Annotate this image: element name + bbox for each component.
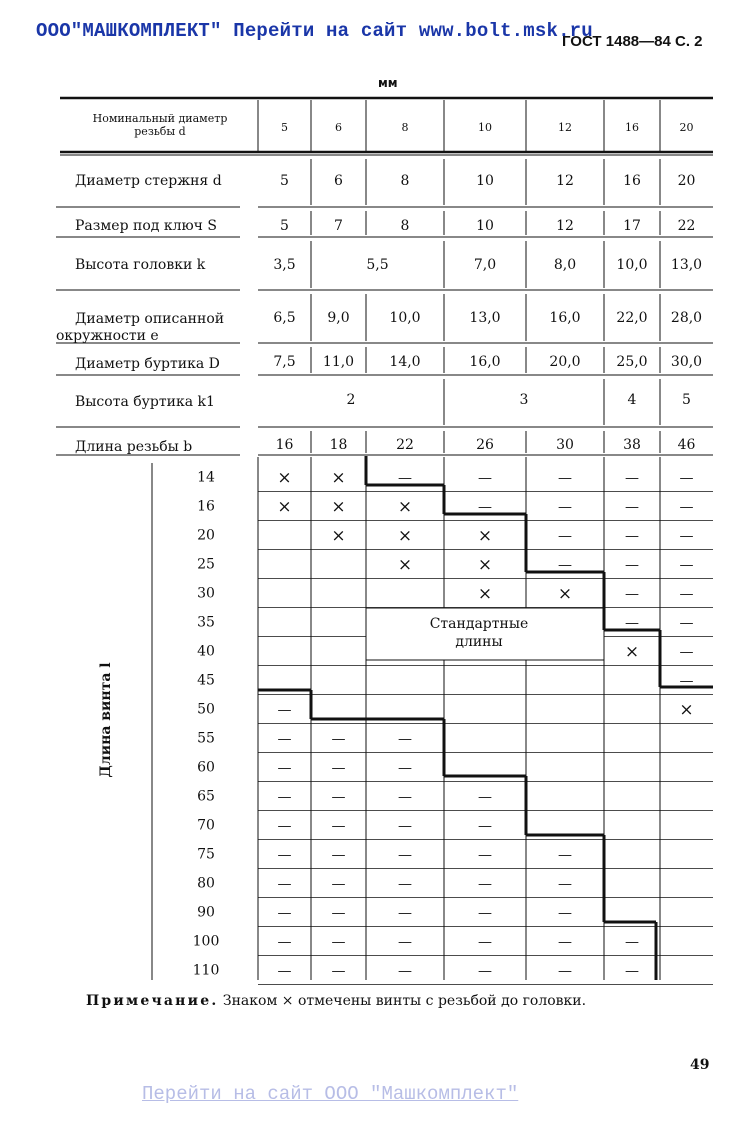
mark-cell: —	[478, 876, 492, 893]
length-row-label: 35	[197, 614, 215, 631]
mark-cell: —	[331, 731, 346, 748]
mark-cell: —	[625, 557, 639, 574]
mark-cell: —	[331, 963, 346, 980]
param-label: Диаметр буртика D	[75, 356, 220, 372]
mark-cell: ×	[477, 584, 493, 604]
mark-cell: —	[478, 818, 492, 835]
mark-cell: —	[625, 586, 639, 603]
mark-cell: —	[679, 615, 694, 632]
diameter-header-cell: 8	[401, 121, 409, 134]
length-row-label: 16	[197, 498, 215, 515]
param-value-cell: 7,0	[473, 257, 497, 273]
mark-cell: —	[478, 470, 492, 487]
param-value-cell: 30,0	[670, 354, 703, 370]
param-value-cell: 16,0	[549, 310, 581, 326]
param-value-cell: 14,0	[389, 354, 421, 370]
mark-cell: —	[625, 499, 639, 516]
mark-cell: ×	[397, 526, 413, 546]
param-value-cell: 7	[334, 218, 343, 234]
param-value-cell: 2	[346, 392, 356, 408]
mark-cell: —	[478, 789, 492, 806]
param-value-cell: 25,0	[616, 354, 648, 370]
table-note	[86, 993, 586, 1009]
unit-label: мм	[378, 76, 398, 90]
footer-site-link[interactable]: Перейти на сайт ООО "Машкомплект"	[142, 1083, 519, 1105]
mark-cell: —	[277, 731, 292, 748]
standard-lengths-label: длины	[455, 634, 503, 650]
mark-cell: —	[478, 499, 492, 516]
diameter-header-cell: 20	[679, 121, 694, 134]
mark-cell: —	[679, 644, 694, 661]
param-value-cell: 12	[556, 173, 574, 189]
diameter-header-cell: 16	[625, 121, 639, 134]
param-value-cell: 5	[280, 218, 289, 234]
param-value-cell: 11,0	[322, 354, 355, 370]
length-row-label: 100	[192, 933, 220, 950]
param-value-cell: 5	[682, 392, 691, 408]
param-value-cell: 7,5	[273, 354, 296, 370]
mark-cell: —	[331, 876, 346, 893]
length-row-label: 80	[197, 875, 215, 892]
gost-reference: ГОСТ 1488—84 С. 2	[562, 33, 703, 50]
mark-cell: —	[625, 615, 639, 632]
mark-cell: —	[478, 847, 492, 864]
mark-cell: —	[331, 847, 346, 864]
param-value-cell: 6,5	[273, 310, 296, 326]
mark-cell: —	[398, 905, 412, 922]
mark-cell: —	[679, 673, 694, 690]
mark-cell: —	[331, 905, 346, 922]
mark-cell: —	[277, 963, 292, 980]
mark-cell: —	[398, 470, 412, 487]
mark-cell: —	[625, 934, 639, 951]
mark-cell: —	[478, 963, 492, 980]
param-value-cell: 20	[677, 173, 696, 189]
mark-cell: —	[277, 818, 292, 835]
length-row-label: 20	[197, 527, 215, 544]
param-value-cell: 4	[627, 392, 637, 408]
length-row-label: 45	[197, 672, 215, 689]
param-label: Размер под ключ S	[75, 218, 217, 234]
mark-cell: ×	[624, 642, 640, 662]
param-value-cell: 16,0	[469, 354, 501, 370]
length-row-label: 40	[197, 643, 215, 660]
param-label: Диаметр стержня d	[75, 173, 222, 189]
param-value-cell: 8	[400, 218, 410, 234]
mark-cell: —	[277, 702, 292, 719]
mark-cell: —	[558, 557, 572, 574]
mark-cell: —	[558, 470, 572, 487]
standard-lengths-label: Стандартные	[429, 616, 529, 632]
param-value-cell: 3	[519, 392, 529, 408]
mark-cell: —	[331, 818, 346, 835]
mark-cell: —	[558, 934, 572, 951]
mark-cell: —	[277, 760, 292, 777]
param-value-cell: 30	[556, 437, 574, 453]
param-value-cell: 3,5	[273, 257, 296, 273]
param-value-cell: 8,0	[553, 257, 577, 273]
param-value-cell: 22	[396, 437, 414, 453]
mark-cell: —	[558, 876, 572, 893]
mark-cell: ×	[277, 497, 292, 517]
param-value-cell: 16	[623, 173, 641, 189]
diameter-header-cell: 12	[558, 121, 572, 134]
mark-cell: —	[398, 731, 412, 748]
param-value-cell: 26	[476, 437, 494, 453]
param-value-cell: 13,0	[670, 257, 703, 273]
param-value-cell: 5,5	[366, 257, 389, 273]
length-row-label: 50	[197, 701, 215, 718]
param-value-cell: 10	[476, 173, 494, 189]
param-value-cell: 20,0	[549, 354, 581, 370]
mark-cell: ×	[477, 526, 493, 546]
mark-cell: ×	[679, 700, 694, 720]
length-row-label: 55	[197, 730, 215, 747]
mark-cell: ×	[331, 468, 346, 488]
diameter-header-cell: 5	[281, 121, 288, 134]
param-value-cell: 38	[623, 437, 641, 453]
length-row-label: 90	[197, 904, 215, 921]
param-value-cell: 6	[334, 173, 343, 189]
mark-cell: —	[679, 470, 694, 487]
header-label: Номинальный диаметр	[92, 112, 228, 125]
mark-cell: —	[398, 818, 412, 835]
length-row-label: 110	[192, 962, 220, 979]
mark-cell: —	[558, 528, 572, 545]
param-value-cell: 8	[400, 173, 410, 189]
mark-cell: —	[277, 934, 292, 951]
mark-cell: —	[277, 847, 292, 864]
param-label: окружности e	[56, 328, 159, 344]
mark-cell: ×	[277, 468, 292, 488]
length-row-label: 14	[197, 469, 215, 486]
diameter-header-cell: 10	[478, 121, 492, 134]
mark-cell: —	[679, 557, 694, 574]
page-number: 49	[690, 1057, 710, 1073]
mark-cell: —	[398, 934, 412, 951]
mark-cell: ×	[397, 497, 413, 517]
param-label: Диаметр описанной	[75, 311, 225, 327]
mark-cell: ×	[331, 497, 346, 517]
param-value-cell: 12	[556, 218, 574, 234]
param-value-cell: 17	[623, 218, 641, 234]
note-text: Знаком × отмечены винты с резьбой до головки.	[222, 993, 587, 1009]
mark-cell: —	[398, 789, 412, 806]
mark-cell: —	[558, 499, 572, 516]
note-heading: Примечание.	[86, 993, 219, 1009]
mark-cell: —	[331, 760, 346, 777]
mark-cell: —	[331, 789, 346, 806]
header-label: резьбы d	[134, 125, 186, 138]
length-row-label: 65	[197, 788, 215, 805]
length-row-label: 70	[197, 817, 215, 834]
length-row-label: 75	[197, 846, 215, 863]
param-label: Высота буртика k1	[75, 394, 215, 410]
param-value-cell: 10,0	[616, 257, 648, 273]
param-value-cell: 22,0	[616, 310, 648, 326]
mark-cell: —	[277, 876, 292, 893]
param-value-cell: 22	[677, 218, 696, 234]
param-value-cell: 13,0	[469, 310, 501, 326]
mark-cell: —	[277, 789, 292, 806]
length-row-label: 30	[197, 585, 215, 602]
mark-cell: —	[398, 963, 412, 980]
mark-cell: ×	[477, 555, 493, 575]
length-row-label: 60	[197, 759, 215, 776]
diameter-header-cell: 6	[335, 121, 342, 134]
site-banner-link[interactable]: ООО"МАШКОМПЛЕКТ" Перейти на сайт www.bolt.msk.ru	[36, 20, 593, 42]
param-label: Длина резьбы b	[75, 439, 193, 455]
mark-cell: —	[625, 963, 639, 980]
param-value-cell: 46	[677, 437, 696, 453]
param-value-cell: 18	[329, 437, 348, 453]
param-value-cell: 5	[280, 173, 289, 189]
mark-cell: ×	[557, 584, 573, 604]
mark-cell: —	[398, 760, 412, 777]
param-value-cell: 10	[476, 218, 494, 234]
mark-cell: —	[625, 528, 639, 545]
length-row-label: 25	[197, 556, 215, 573]
mark-cell: —	[679, 586, 694, 603]
mark-cell: —	[679, 528, 694, 545]
mark-cell: —	[625, 470, 639, 487]
mark-cell: —	[478, 905, 492, 922]
mark-cell: —	[398, 876, 412, 893]
mark-cell: —	[679, 499, 694, 516]
mark-cell: —	[331, 934, 346, 951]
param-label: Высота головки k	[75, 257, 206, 273]
param-value-cell: 9,0	[327, 310, 350, 326]
mark-cell: —	[478, 934, 492, 951]
mark-cell: ×	[331, 526, 346, 546]
length-axis-label: Длина винта l	[98, 662, 114, 778]
mark-cell: —	[558, 963, 572, 980]
mark-cell: —	[558, 847, 572, 864]
mark-cell: —	[277, 905, 292, 922]
mark-cell: ×	[397, 555, 413, 575]
mark-cell: —	[558, 905, 572, 922]
param-value-cell: 16	[275, 437, 294, 453]
mark-cell: —	[398, 847, 412, 864]
param-value-cell: 28,0	[670, 310, 703, 326]
param-value-cell: 10,0	[389, 310, 421, 326]
